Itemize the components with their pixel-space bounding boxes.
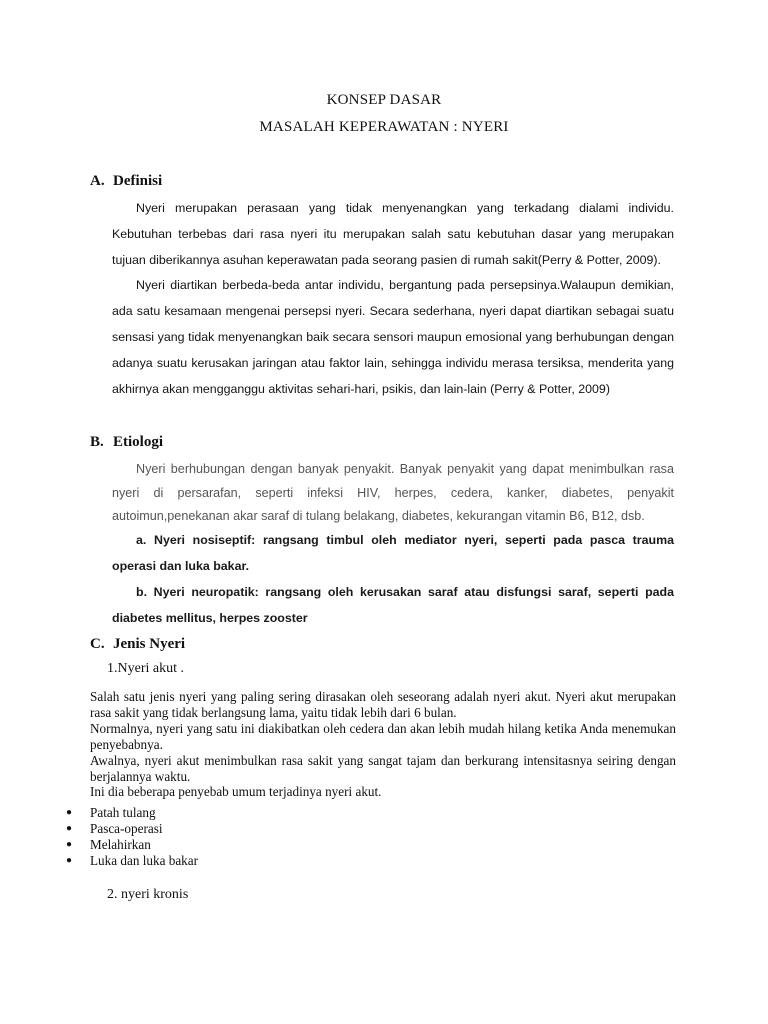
section-b-body [112, 458, 674, 529]
bullet-icon: ● [66, 807, 73, 818]
document-title-line1: KONSEP DASAR [326, 92, 442, 108]
list-item [66, 853, 198, 869]
bullet-icon: ● [66, 838, 73, 850]
section-c-title: Jenis Nyeri [113, 636, 186, 652]
nyeri-akut-line-3: Awalnya, nyeri akut menimbulkan rasa sakit yang sangat tajam dan berkurang intensitasnya seiring dengan berjalannya waktu. [90, 752, 676, 784]
section-b-heading [90, 434, 163, 451]
list-item-text: Pasca-operasi [90, 820, 163, 836]
section-a-title: Definisi [113, 173, 163, 189]
section-a-letter: A. [90, 173, 105, 189]
nyeri-kronis-subheading: 2. nyeri kronis [107, 887, 189, 902]
section-a-heading [90, 173, 162, 190]
nyeri-akut-line-2: Normalnya, nyeri yang satu ini diakibatkan oleh cedera dan akan lebih mudah hilang ketika Anda menemukan penyebabnya. [90, 720, 676, 752]
etiologi-item-b: b. Nyeri neuropatik: rangsang oleh kerusakan saraf atau disfungsi saraf, seperti pada diabetes mellitus, herpes zooster [112, 585, 674, 625]
list-item [66, 821, 198, 837]
nyeri-akut-causes-list [66, 805, 198, 869]
list-item [66, 805, 198, 821]
nyeri-akut-line-1: Salah satu jenis nyeri yang paling sering dirasakan oleh seseorang adalah nyeri akut. Nyeri akut merupakan rasa sakit yang tidak berlangsung lama, yaitu tidak lebih dari 6 bulan. [90, 689, 676, 720]
section-c-heading [90, 636, 185, 653]
definisi-paragraph-2: Nyeri diartikan berbeda-beda antar individu, bergantung pada persepsinya.Walaupun demikian, ada satu kesamaan mengenai persepsi nyeri. Secara sederhana, nyeri dapat diartikan sebagai suatu sensasi yang tidak menyenangkan baik secara sensori maupun emosional yang berhubungan dengan adanya suatu kerusakan jaringan atau faktor lain, sehingga individu merasa tersiksa, menderita yang akhirnya akan mengganggu aktivitas sehari-hari, psikis, dan lain-lain (Perry & Potter, 2009) [112, 278, 674, 396]
section-c-letter: C. [90, 636, 105, 652]
document-title-line2: MASALAH KEPERAWATAN : NYERI [259, 119, 509, 135]
nyeri-akut-line-4: Ini dia beberapa penyebab umum terjadinya nyeri akut. [90, 784, 382, 800]
bullet-icon: ● [66, 822, 73, 834]
section-a-body [112, 196, 674, 402]
section-b-title: Etiologi [113, 434, 164, 450]
etiologi-item-a: a. Nyeri nosiseptif: rangsang timbul oleh mediator nyeri, seperti pada pasca trauma operasi dan luka bakar. [112, 533, 674, 573]
list-item-text: Patah tulang [90, 805, 156, 820]
definisi-paragraph-1: Nyeri merupakan perasaan yang tidak menyenangkan yang terkadang dialami individu. Kebutuhan terbebas dari rasa nyeri itu merupakan salah satu kebutuhan dasar yang merupakan tujuan diberikannya asuhan keperawatan pada seorang pasien di rumah sakit(Perry & Potter, 2009). [112, 201, 674, 267]
bullet-icon: ● [66, 854, 73, 866]
etiologi-paragraph: Nyeri berhubungan dengan banyak penyakit. Banyak penyakit yang dapat menimbulkan rasa nyeri di persarafan, seperti infeksi HIV, herpes, cedera, kanker, diabetes, penyakit autoimun,penekanan akar saraf di tulang belakang, diabetes, kekurangan vitamin B6, B12, dsb. [112, 462, 674, 523]
section-b-items [112, 527, 674, 631]
nyeri-akut-body [90, 689, 676, 800]
list-item-text: Luka dan luka bakar [90, 852, 199, 868]
nyeri-akut-subheading: 1.Nyeri akut . [107, 661, 184, 676]
list-item [66, 837, 198, 853]
list-item-text: Melahirkan [90, 836, 151, 852]
section-b-letter: B. [90, 434, 104, 450]
